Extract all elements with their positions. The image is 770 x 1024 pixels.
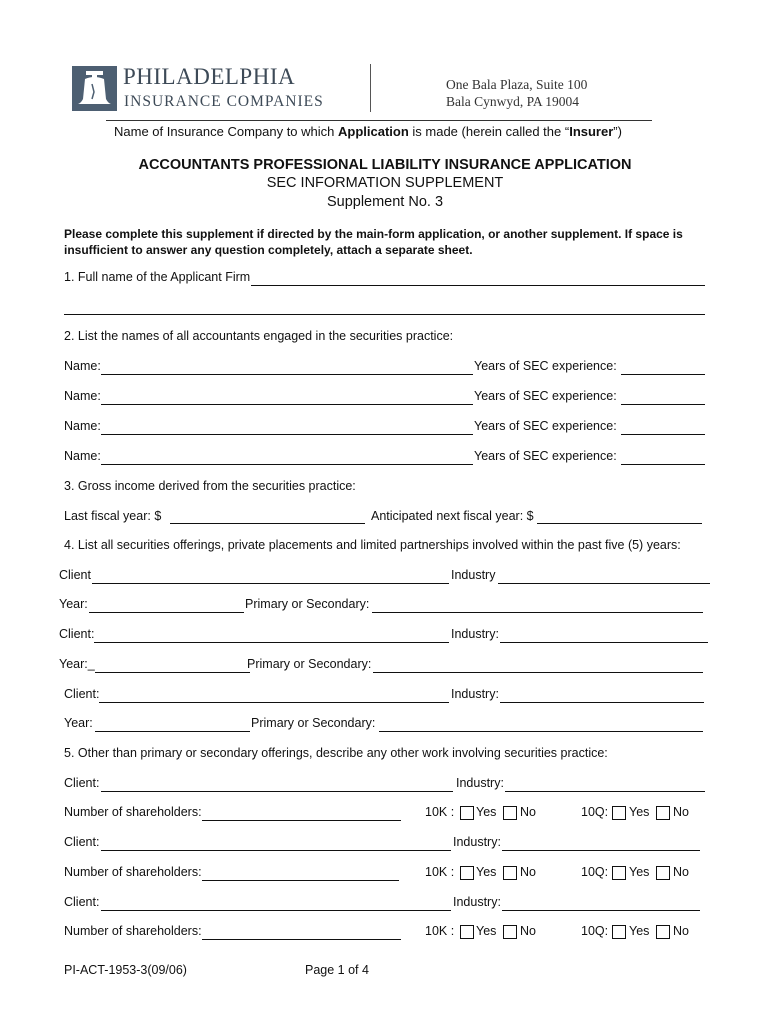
10k-yes-checkbox[interactable] xyxy=(460,866,474,880)
accountant-name-field[interactable] xyxy=(101,434,473,435)
10k-no-checkbox[interactable] xyxy=(503,806,517,820)
offering-type-field[interactable] xyxy=(373,672,703,673)
no-label: No xyxy=(673,924,689,938)
10q-label: 10Q: xyxy=(581,865,609,879)
industry-field[interactable] xyxy=(505,791,705,792)
offering-type-field[interactable] xyxy=(372,612,703,613)
accountant-name-label: Name: xyxy=(64,449,101,463)
no-label: No xyxy=(520,865,536,879)
10k-label: 10K : xyxy=(425,924,455,938)
accountant-name-field[interactable] xyxy=(101,464,473,465)
accountant-name-field[interactable] xyxy=(101,404,473,405)
address-line-1: One Bala Plaza, Suite 100 xyxy=(446,77,588,92)
client-field[interactable] xyxy=(101,791,453,792)
yes-label: Yes xyxy=(476,865,497,879)
industry-label: Industry xyxy=(451,568,496,582)
next-fiscal-year-field[interactable] xyxy=(537,523,702,524)
10q-yes-checkbox[interactable] xyxy=(612,806,626,820)
shareholders-label: Number of shareholders: xyxy=(64,865,202,879)
offering-type-label: Primary or Secondary: xyxy=(245,597,370,611)
client-label: Client: xyxy=(64,895,100,909)
last-fiscal-year-field[interactable] xyxy=(170,523,365,524)
10q-no-checkbox[interactable] xyxy=(656,866,670,880)
shareholders-field[interactable] xyxy=(202,880,399,881)
q5-label: 5. Other than primary or secondary offerings, describe any other work involving securities practice: xyxy=(64,746,608,760)
client-label: Client: xyxy=(64,687,100,701)
sub-title: SEC INFORMATION SUPPLEMENT xyxy=(266,175,504,191)
insurer-caption: Name of Insurance Company to which Application is made (herein called the “Insurer”) xyxy=(114,124,622,139)
client-field[interactable] xyxy=(101,910,451,911)
yes-label: Yes xyxy=(476,924,497,938)
header-divider xyxy=(370,64,371,112)
year-label: Year:_ xyxy=(59,657,95,671)
offering-type-label: Primary or Secondary: xyxy=(251,716,376,730)
10q-no-checkbox[interactable] xyxy=(656,806,670,820)
form-id: PI-ACT-1953-3(09/06) xyxy=(64,963,187,977)
last-fiscal-year-label: Last fiscal year: $ xyxy=(64,509,162,523)
10k-yes-checkbox[interactable] xyxy=(460,925,474,939)
applicant-firm-field-continued[interactable] xyxy=(64,314,705,315)
year-field[interactable] xyxy=(95,672,250,673)
10q-yes-checkbox[interactable] xyxy=(612,925,626,939)
industry-field[interactable] xyxy=(498,583,710,584)
industry-label: Industry: xyxy=(453,835,501,849)
no-label: No xyxy=(520,924,536,938)
client-label: Client: xyxy=(64,835,100,849)
no-label: No xyxy=(520,805,536,819)
industry-label: Industry: xyxy=(451,687,499,701)
applicant-firm-field[interactable] xyxy=(251,285,705,286)
accountant-name-field[interactable] xyxy=(101,374,473,375)
sec-years-label: Years of SEC experience: xyxy=(474,449,617,463)
client-field[interactable] xyxy=(99,702,449,703)
bell-icon xyxy=(72,66,117,111)
year-label: Year: xyxy=(64,716,93,730)
shareholders-label: Number of shareholders: xyxy=(64,924,202,938)
yes-label: Yes xyxy=(629,865,650,879)
sec-years-field[interactable] xyxy=(621,404,705,405)
client-field[interactable] xyxy=(92,583,449,584)
industry-field[interactable] xyxy=(500,702,704,703)
main-title: ACCOUNTANTS PROFESSIONAL LIABILITY INSURANCE APPLICATION xyxy=(138,157,632,173)
yes-label: Yes xyxy=(629,805,650,819)
offering-type-label: Primary or Secondary: xyxy=(247,657,372,671)
yes-label: Yes xyxy=(476,805,497,819)
client-label: Client xyxy=(59,568,91,582)
instructions: Please complete this supplement if directed by the main-form application, or another supplement. If space is insufficient to answer any question completely, attach a separate sheet. xyxy=(64,227,683,257)
10q-yes-checkbox[interactable] xyxy=(612,866,626,880)
sec-years-field[interactable] xyxy=(621,464,705,465)
industry-field[interactable] xyxy=(502,910,700,911)
industry-label: Industry: xyxy=(456,776,504,790)
offering-type-field[interactable] xyxy=(379,731,703,732)
q4-label: 4. List all securities offerings, private placements and limited partnerships involved within the past five (5) years: xyxy=(64,538,681,552)
year-label: Year: xyxy=(59,597,88,611)
accountant-name-label: Name: xyxy=(64,419,101,433)
q3-label: 3. Gross income derived from the securities practice: xyxy=(64,479,356,493)
accountant-name-label: Name: xyxy=(64,359,101,373)
yes-label: Yes xyxy=(629,924,650,938)
sec-years-label: Years of SEC experience: xyxy=(474,359,617,373)
address-line-2: Bala Cynwyd, PA 19004 xyxy=(446,94,580,109)
10k-no-checkbox[interactable] xyxy=(503,925,517,939)
10q-label: 10Q: xyxy=(581,924,609,938)
sec-years-field[interactable] xyxy=(621,434,705,435)
sec-years-label: Years of SEC experience: xyxy=(474,419,617,433)
brand-name: PHILADELPHIA xyxy=(123,64,296,89)
year-field[interactable] xyxy=(95,731,250,732)
10k-label: 10K : xyxy=(425,805,455,819)
brand-subtitle: INSURANCE COMPANIES xyxy=(124,93,324,110)
no-label: No xyxy=(673,865,689,879)
10q-label: 10Q: xyxy=(581,805,609,819)
10k-label: 10K : xyxy=(425,865,455,879)
industry-label: Industry: xyxy=(453,895,501,909)
10k-no-checkbox[interactable] xyxy=(503,866,517,880)
industry-label: Industry: xyxy=(451,627,499,641)
shareholders-field[interactable] xyxy=(202,939,401,940)
industry-field[interactable] xyxy=(500,642,708,643)
industry-field[interactable] xyxy=(502,850,700,851)
q2-label: 2. List the names of all accountants engaged in the securities practice: xyxy=(64,329,454,343)
next-fiscal-year-label: Anticipated next fiscal year: $ xyxy=(371,509,534,523)
client-field[interactable] xyxy=(94,642,449,643)
page-number: Page 1 of 4 xyxy=(305,963,369,977)
client-field[interactable] xyxy=(101,850,451,851)
client-label: Client: xyxy=(64,776,100,790)
year-field[interactable] xyxy=(89,612,244,613)
sec-years-label: Years of SEC experience: xyxy=(474,389,617,403)
sec-years-field[interactable] xyxy=(621,374,705,375)
liberty-bell-logo xyxy=(72,66,117,111)
shareholders-label: Number of shareholders: xyxy=(64,805,202,819)
supplement-number: Supplement No. 3 xyxy=(326,194,444,210)
insurer-name-line[interactable] xyxy=(106,120,652,121)
shareholders-field[interactable] xyxy=(202,820,401,821)
client-label: Client: xyxy=(59,627,95,641)
no-label: No xyxy=(673,805,689,819)
q1-label: 1. Full name of the Applicant Firm xyxy=(64,270,251,284)
accountant-name-label: Name: xyxy=(64,389,101,403)
10q-no-checkbox[interactable] xyxy=(656,925,670,939)
10k-yes-checkbox[interactable] xyxy=(460,806,474,820)
